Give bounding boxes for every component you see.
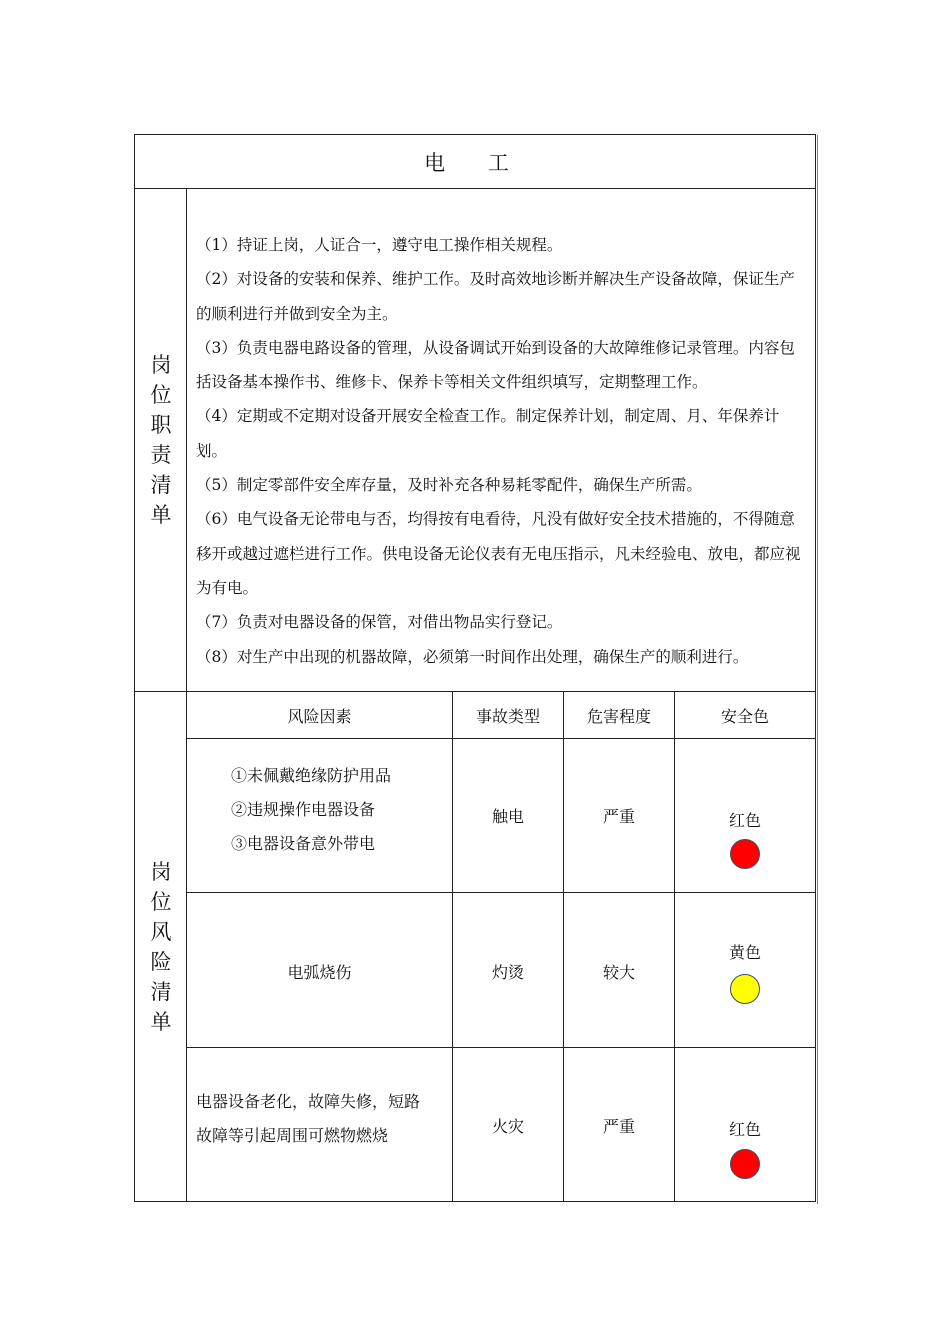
risk-factor-item: ②违规操作电器设备 (231, 800, 376, 819)
risk-label-char: 风 (150, 920, 172, 944)
duties-label-char: 位 (150, 383, 172, 407)
accident-type-1: 触电 (491, 806, 524, 826)
duties-list (196, 228, 810, 674)
duty-item: （2）对设备的安装和保养、维护工作。及时高效地诊断并解决生产设备故障，保证生产的顺利进行并做到安全为主。 (196, 270, 795, 323)
risk-factor-item: ①未佩戴绝缘防护用品 (231, 766, 392, 785)
severity-3: 严重 (602, 1116, 635, 1136)
duty-item: （1）持证上岗，人证合一，遵守电工操作相关规程。 (196, 236, 563, 254)
risk-factor-item: ③电器设备意外带电 (231, 834, 376, 853)
safety-color-label-1: 红色 (728, 811, 761, 830)
risk-factors-1 (231, 759, 391, 861)
safety-color-label-2: 黄色 (728, 943, 761, 962)
header-severity: 危害程度 (586, 706, 651, 726)
duty-item: （6）电气设备无论带电与否，均得按有电看待，凡没有做好安全技术措施的，不得随意移开或越过遮栏进行工作。供电设备无论仪表有无电压指示，凡未经验电、放电，都应视为有电。 (196, 510, 801, 597)
table-border-bottom (135, 1201, 816, 1202)
risk-factor-item: 故障等引起周围可燃物燃烧 (196, 1126, 389, 1145)
duty-item: （3）负责电器电路设备的管理，从设备调试开始到设备的大故障维修记录管理。内容包括设备基本操作书、维修卡、保养卡等相关文件组织填写，定期整理工作。 (196, 338, 795, 392)
severity-1: 严重 (602, 806, 635, 826)
risk-factors-3 (196, 1085, 420, 1153)
header-divider (187, 738, 816, 739)
risk-label-char: 单 (150, 1010, 172, 1034)
risk-factors-2: 电弧烧伤 (287, 962, 352, 982)
duty-item: （5）制定零部件安全库存量，及时补充各种易耗零配件，确保生产所需。 (196, 476, 702, 495)
safety-color-label-3: 红色 (728, 1120, 761, 1139)
page-title: 电 工 (424, 151, 527, 175)
risk-section-label (135, 692, 187, 1202)
duties-label-char: 单 (150, 503, 172, 527)
duties-label-char: 清 (150, 473, 172, 497)
header-accident-type: 事故类型 (475, 706, 540, 726)
duties-label-char: 职 (150, 413, 172, 437)
table-border-right (815, 134, 816, 1202)
header-safety-color: 安全色 (720, 706, 769, 726)
duty-item: （8）对生产中出现的机器故障，必须第一时间作出处理，确保生产的顺利进行。 (196, 647, 749, 666)
risk-label-char: 清 (150, 980, 172, 1004)
header-risk-factor: 风险因素 (287, 706, 352, 726)
row-divider-2 (187, 1047, 816, 1048)
risk-label-char: 险 (150, 950, 172, 974)
accident-type-2: 灼烫 (491, 962, 524, 982)
row-divider-1 (187, 892, 816, 893)
severity-2: 较大 (602, 962, 635, 982)
yellow-indicator-icon (730, 974, 760, 1004)
red-indicator-icon (730, 839, 760, 869)
risk-label-char: 位 (150, 890, 172, 914)
red-indicator-icon (730, 1149, 760, 1179)
duty-item: （4）定期或不定期对设备开展安全检查工作。制定保养计划，制定周、月、年保养计划。 (196, 407, 780, 460)
duties-label-char: 岗 (150, 353, 172, 377)
duties-label-char: 责 (150, 443, 172, 467)
table-border-shadow (817, 135, 818, 1204)
duties-section-label (135, 189, 187, 691)
accident-type-3: 火灾 (491, 1116, 524, 1136)
duty-item: （7）负责对电器设备的保管，对借出物品实行登记。 (196, 613, 563, 632)
risk-factor-item: 电器设备老化，故障失修，短路 (196, 1092, 421, 1111)
risk-label-char: 岗 (150, 860, 172, 884)
